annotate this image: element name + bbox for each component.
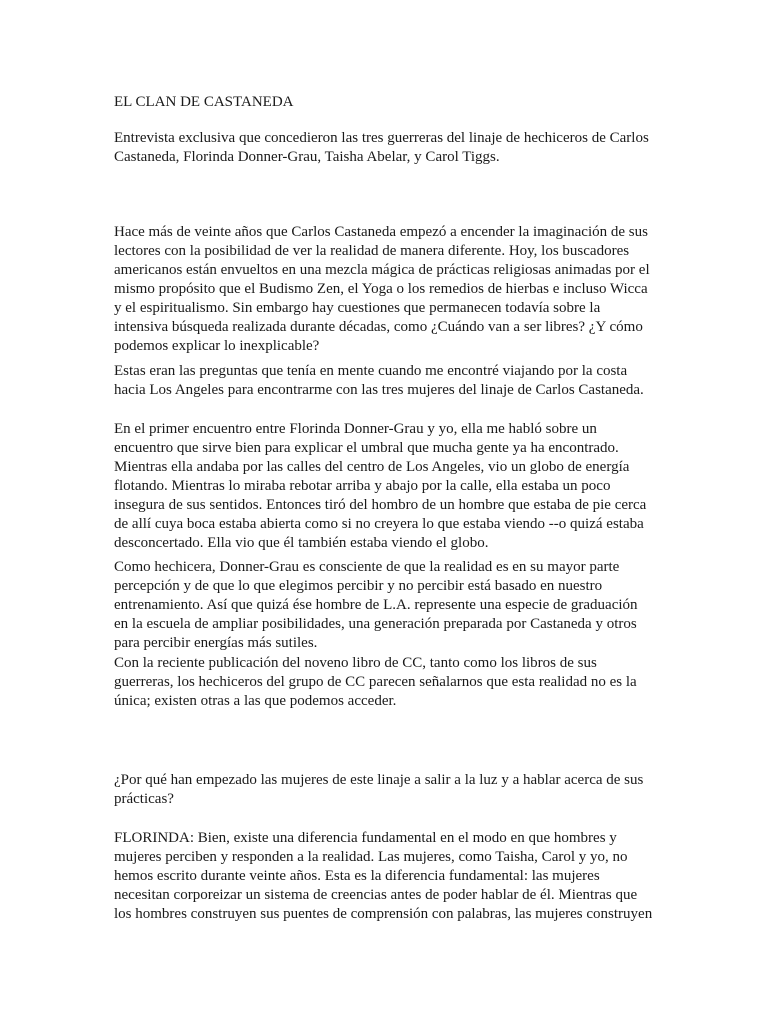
body-paragraph: Con la reciente publicación del noveno libro de CC, tanto como los libros de sus guerreras, los hechiceros del grupo de CC parecen señalarnos que esta realidad no es la única; existen otras a las que podemos acceder.	[114, 655, 637, 709]
intro-paragraph: Entrevista exclusiva que concedieron las tres guerreras del linaje de hechiceros de Carlos Castaneda, Florinda Donner-Grau, Taisha Abelar, y Carol Tiggs.	[114, 130, 649, 165]
interview-answer: FLORINDA: Bien, existe una diferencia fundamental en el modo en que hombres y mujeres perciben y responden a la realidad. Las mujeres, como Taisha, Carol y yo, no hemos escrito durante veinte años. Esta es la diferencia fundamental: las mujeres necesitan corporeizar un sistema de creencias antes de poder hablar de él. Mientras que los hombres construyen sus puentes de comprensión con palabras, las mujeres construyen	[114, 830, 653, 922]
body-paragraph: Como hechicera, Donner-Grau es consciente de que la realidad es en su mayor parte percepción y de que lo que elegimos percibir y no percibir está basado en nuestro entrenamiento. Así que quizá ése hombre de L.A. represente una especie de graduación en la escuela de ampliar posibilidades, una generación preparada por Castaneda y otros para percibir energías más sutiles.	[114, 559, 638, 651]
body-paragraph: Hace más de veinte años que Carlos Castaneda empezó a encender la imaginación de sus lectores con la posibilidad de ver la realidad de manera diferente. Hoy, los buscadores americanos están envueltos en una mezcla mágica de prácticas religiosas animadas por el mismo propósito que el Budismo Zen, el Yoga o los remedios de hierbas e incluso Wicca y el espiritualismo. Sin embargo hay cuestiones que permanecen todavía sobre la intensiva búsqueda realizada durante décadas, como ¿Cuándo van a ser libres? ¿Y cómo podemos explicar lo inexplicable?	[114, 224, 650, 354]
document-title: EL CLAN DE CASTANEDA	[114, 94, 294, 110]
body-paragraph: Estas eran las preguntas que tenía en mente cuando me encontré viajando por la costa hacia Los Angeles para encontrarme con las tres mujeres del linaje de Carlos Castaneda.	[114, 363, 644, 398]
interview-question: ¿Por qué han empezado las mujeres de este linaje a salir a la luz y a hablar acerca de sus prácticas?	[114, 772, 644, 807]
body-paragraph: En el primer encuentro entre Florinda Donner-Grau y yo, ella me habló sobre un encuentro que sirve bien para explicar el umbral que mucha gente ya ha encontrado. Mientras ella andaba por las calles del centro de Los Angeles, vio un globo de energía flotando. Mientras lo miraba rebotar arriba y abajo por la calle, ella estaba un poco insegura de sus sentidos. Entonces tiró del hombro de un hombre que estaba de pie cerca de allí cuya boca estaba abierta como si no creyera lo que estaba viendo --o quizá estaba desconcertado. Ella vio que él también estaba viendo el globo.	[114, 421, 647, 551]
